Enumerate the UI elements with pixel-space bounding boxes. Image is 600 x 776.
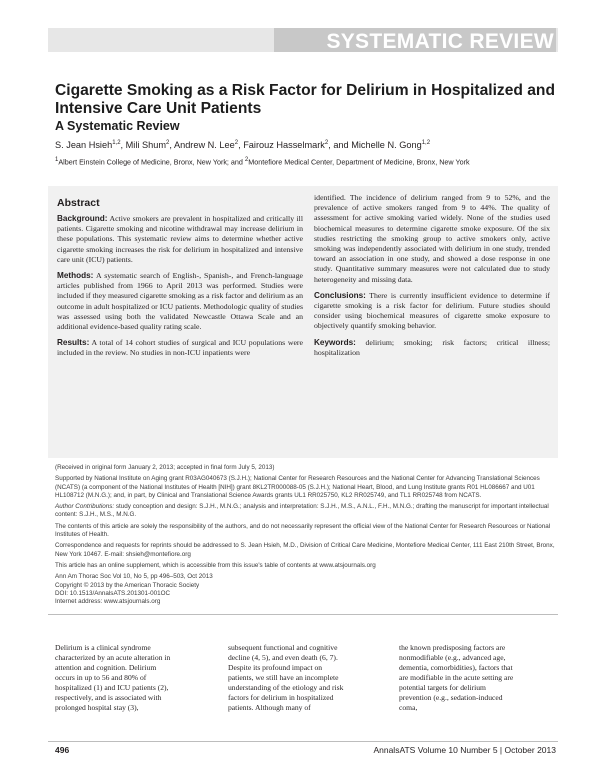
- affiliation-text: Albert Einstein College of Medicine, Bronx, New York; and: [58, 157, 245, 167]
- funding-statement: Supported by National Institute on Aging grant R03AG040673 (S.J.H.); National Center for Research Resources and the National Center for Advancing Translational Sciences (NCATS) (a component of the National Institutes of Health [NIH]) grant 8KL2TR000088-05 (S.J.H.); National Heart, Blood, and Lung Institute grants R01 HL086667 and U01 HL108712 (M.N.G.); and, in part, by Clinical and Translational Science Awards grants UL1 RR025750, KL2 RR025749, and TL1 RR025748 from NCATS.: [55, 475, 540, 499]
- author-list: S. Jean Hsieh$^{1,2}$, Mili Shum$^2$, Andrew N. Lee$^2$, Fairouz Hasselmark$^2$, and Michelle N. Gong$^{1,2}$: [55, 140, 431, 151]
- abstract-conclusions: [314, 291, 550, 332]
- abstract-left-column: [57, 214, 303, 365]
- affiliation-mark: 2: [244, 157, 249, 163]
- supplement-note: This article has an online supplement, which is accessible from this issue's table of contents at www.atsjournals.org: [55, 561, 376, 569]
- author-affiliation-mark: 2: [166, 140, 170, 146]
- affiliation-text: Montefiore Medical Center, Department of Medicine, Bronx, New York: [248, 157, 470, 167]
- conclusions-label: Conclusions:: [314, 290, 366, 300]
- abstract-right-column: [314, 193, 550, 364]
- methods-label: Methods:: [57, 271, 94, 281]
- author-name: S. Jean Hsieh: [55, 140, 113, 151]
- contributions-label: Author Contributions:: [55, 503, 115, 511]
- author-affiliation-mark: 2: [234, 140, 239, 146]
- author-contributions: [55, 503, 555, 520]
- methods-text: A systematic search of English-, Spanish-, and French-language articles published from 1966 to April 2013 was performed. Studies were included if they measured cigarette smoking as a risk factor and delirium as an outcome in adult hospitalized or ICU patients. Methodologic quality of studies was assessed using both the validated Newcastle Ottawa Scale and an additional evidence-based quality rating scale.: [57, 271, 303, 332]
- author-name: Fairouz Hasselmark: [243, 140, 325, 151]
- journal-footer: AnnalsATS Volume 10 Number 5 | October 2013: [373, 745, 556, 755]
- page-number: 496: [55, 745, 70, 755]
- keywords-text: delirium; smoking; risk factors; critical illness; hospitalization: [314, 337, 550, 357]
- body-column-2: subsequent functional and cognitive decline (4, 5), and even death (6, 7). Despite its profound impact on patients, we still have an incomplete understanding of the etiology and risk factors for delirium in hospitalized patients. Although many of: [228, 643, 344, 712]
- internet-address: Internet address: www.atsjournals.org: [55, 598, 161, 606]
- author-affiliation-mark: 1,2: [112, 140, 121, 146]
- keywords-label: Keywords:: [314, 337, 356, 347]
- correspondence: Correspondence and requests for reprints should be addressed to S. Jean Hsieh, M.D., Division of Critical Care Medicine, Montefiore Medical Center, 111 East 210th Street, Bronx, New York 10467. E-mail: shsieh@montefiore.org: [55, 542, 555, 558]
- doi: DOI: 10.1513/AnnalsATS.201301-001OC: [55, 589, 171, 597]
- contributions-text: study conception and design: S.J.H., M.N.G.; analysis and interpretation: S.J.H., M.S., A.N.L., F.H., M.N.G.; drafting the manuscript for important intellectual content: S.J.H., M.S., M.N.G.: [55, 503, 549, 519]
- abstract-heading: Abstract: [57, 197, 100, 209]
- author-name: Mili Shum: [125, 140, 166, 151]
- affiliations: [55, 157, 470, 166]
- divider: [48, 614, 558, 615]
- abstract-keywords: [314, 338, 550, 358]
- results-text: A total of 14 cohort studies of surgical and ICU populations were included in the review. No studies in non-ICU inpatients were: [57, 338, 303, 358]
- author-affiliation-mark: 2: [324, 140, 329, 146]
- citation: Ann Am Thorac Soc Vol 10, No 5, pp 496–503, Oct 2013: [55, 573, 213, 581]
- background-text: Active smokers are prevalent in hospitalized and critically ill patients. Cigarette smoking and nicotine withdrawal may increase delirium in these populations. This systematic review aims to determine whether active cigarette smoking increases the risk for delirium in hospitalized and intensive care unit (ICU) patients.: [57, 214, 303, 264]
- affiliation-mark: 1: [55, 157, 59, 163]
- abstract-background: [57, 214, 303, 265]
- body-column-1: Delirium is a clinical syndrome characterized by an acute alteration in attention and cognition. Delirium occurs in up to 56 and 80% of hospitalized (1) and ICU patients (2), respectively, and is associated with prolonged hospital stay (3),: [55, 643, 171, 712]
- results-continued: identified. The incidence of delirium ranged from 9 to 52%, and the prevalence of active smokers ranged from 9 to 44%. The quality of assessment for active smoking varied widely. None of the studies used biochemical measures to determine cigarette smoke exposure. Of the six studies restricting the smoking group to active smokers only, active smoking was independently associated with delirium in one study, trended toward an association in one study, and showed a dose response in one study. Quantitative summary measures were not calculated due to study heterogeneity and missing data.: [314, 193, 550, 284]
- results-label: Results:: [57, 338, 90, 348]
- author-affiliation-mark: 1,2: [421, 140, 431, 146]
- article-info: [55, 464, 555, 606]
- author-name: Michelle N. Gong: [351, 140, 422, 151]
- article-subtitle: A Systematic Review: [55, 119, 180, 133]
- section-label: SYSTEMATIC REVIEW: [326, 30, 554, 53]
- abstract-results: [57, 338, 303, 358]
- article-title: Cigarette Smoking as a Risk Factor for Delirium in Hospitalized and Intensive Care Unit Patients: [55, 82, 555, 117]
- author-name: Andrew N. Lee: [173, 140, 235, 151]
- body-column-3: the known predisposing factors are nonmodifiable (e.g., advanced age, dementia, comorbidities), factors that are modifiable in the acute setting are potential targets for delirium prevention (e.g., sedation-induced coma,: [399, 643, 514, 712]
- abstract-methods: [57, 271, 303, 332]
- footer-divider: [48, 741, 558, 742]
- copyright: Copyright © 2013 by the American Thoracic Society: [55, 581, 200, 589]
- conclusions-text: There is currently insufficient evidence to determine if cigarette smoking is a risk factor for delirium. Future studies should consider using biochemical measures of cigarette smoke exposure to objectively quantify smoking behavior.: [314, 290, 550, 331]
- background-label: Background:: [57, 214, 108, 223]
- received-dates: (Received in original form January 2, 2013; accepted in final form July 5, 2013): [55, 464, 275, 471]
- disclaimer: The contents of this article are solely the responsibility of the authors, and do not necessarily represent the official view of the National Center for Research Resources or National Institutes of Health.: [55, 522, 551, 539]
